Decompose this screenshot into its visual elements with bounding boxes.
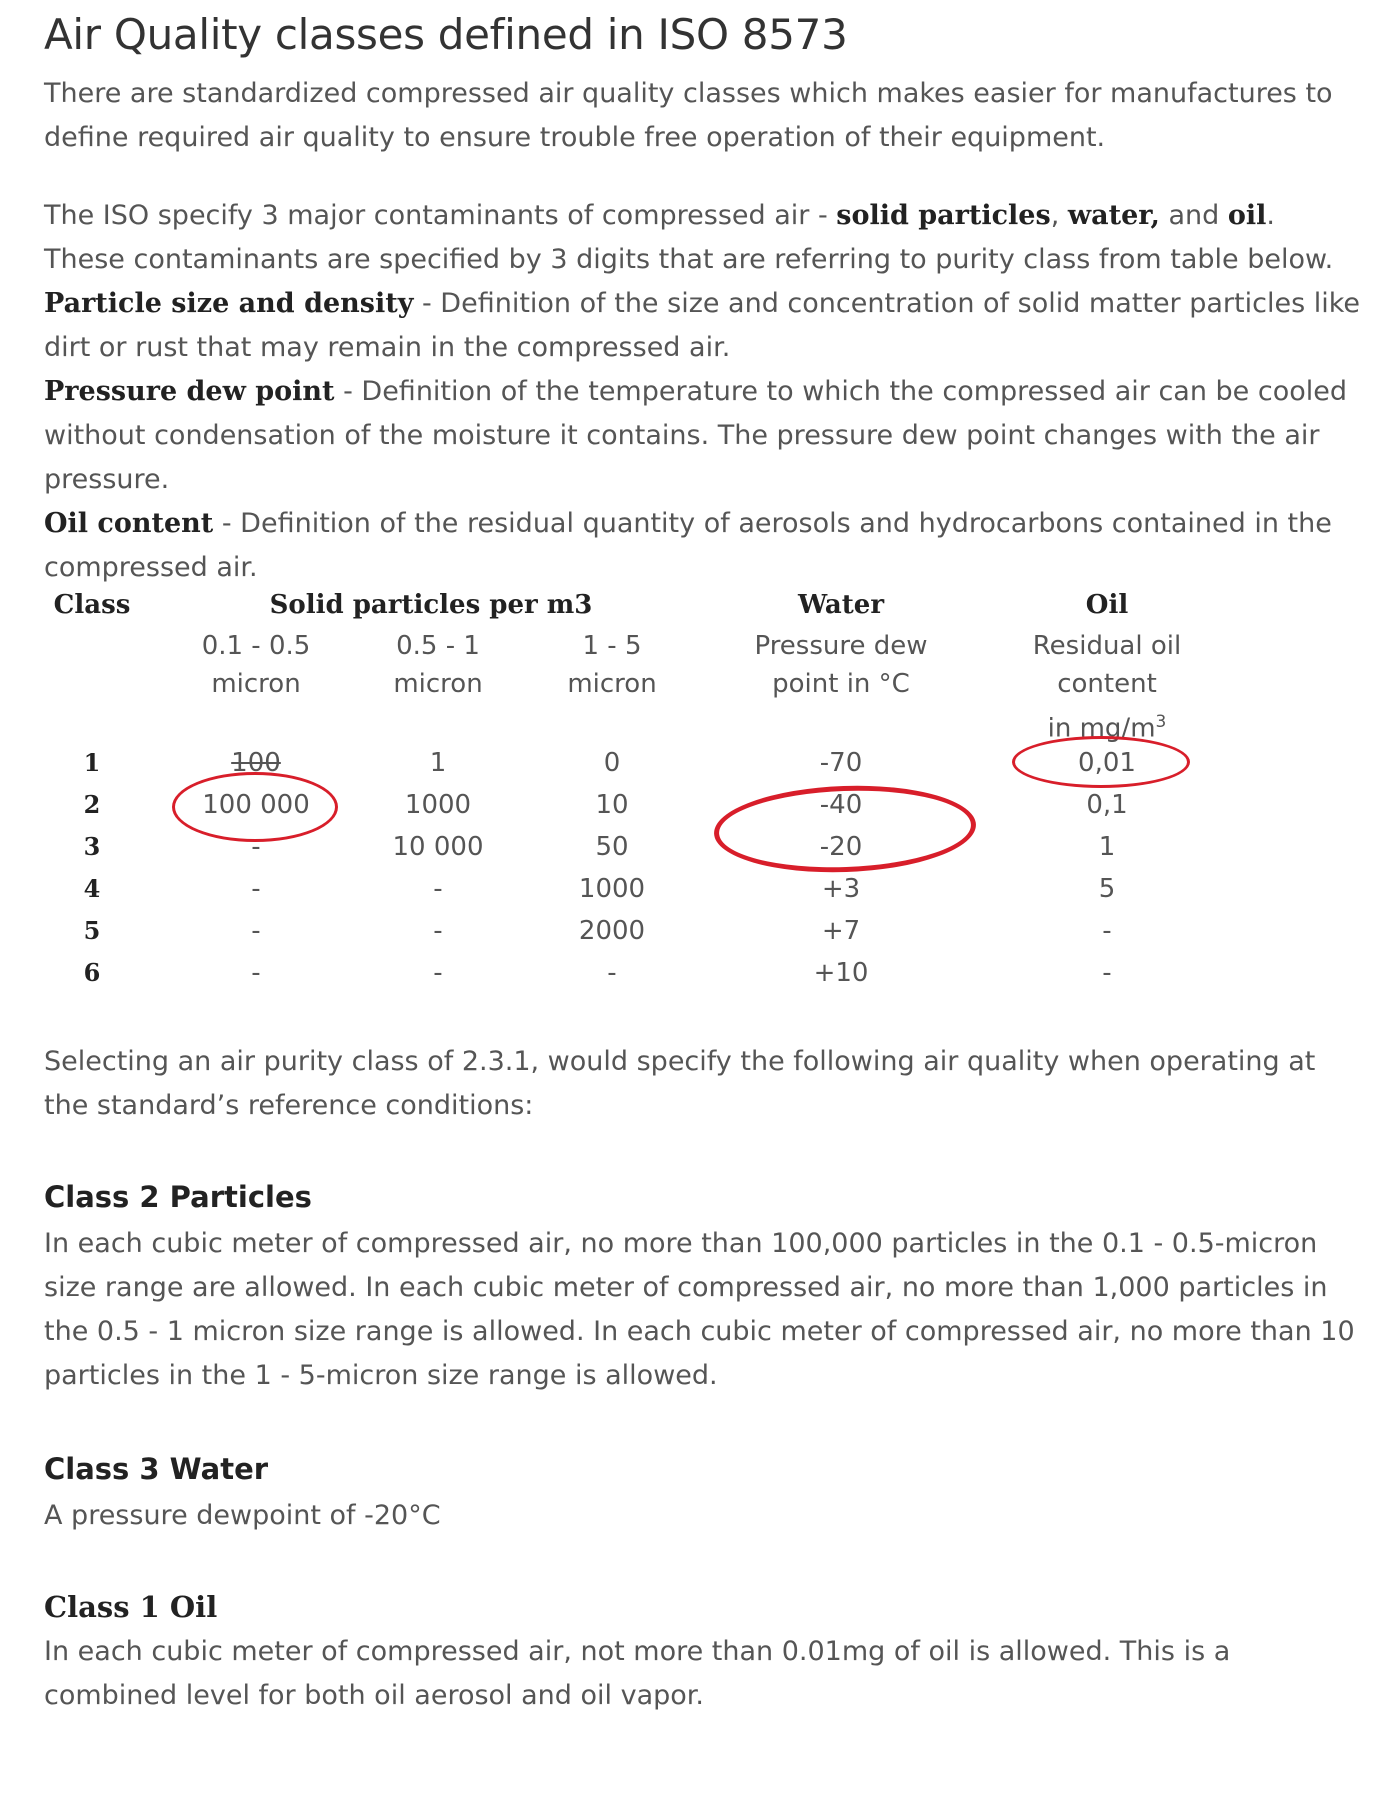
subheader-line: micron: [393, 669, 483, 699]
subheader-line: point in °C: [772, 669, 910, 699]
class3-heading: Class 3 Water: [44, 1452, 269, 1486]
unit-text: in mg/m: [1047, 713, 1156, 744]
cell-particles-1-5: -: [607, 958, 617, 988]
oil-term: oil: [1227, 200, 1267, 231]
cell-particles-0.1: -: [251, 874, 261, 904]
cell-dew-point: -70: [819, 748, 863, 778]
cell-particles-0.1: 100: [231, 748, 281, 778]
definition-text: - Definition of the size and concentration of solid matter particles like dirt or rust that may remain in the compressed air.: [44, 288, 1361, 363]
subheader-line: 1 - 5: [582, 631, 642, 661]
solid-particles-term: solid particles: [836, 200, 1051, 231]
definition-term: Pressure dew point: [44, 376, 335, 407]
subheader-0.1-0.5-micron: [202, 627, 311, 703]
cell-particles-1-5: 1000: [578, 874, 646, 904]
class-number: 2: [83, 790, 101, 819]
cell-particles-0.5: -: [433, 958, 443, 988]
class-number: 5: [83, 916, 101, 945]
cell-particles-0.5: 1000: [404, 790, 472, 820]
header-solid-particles: Solid particles per m3: [269, 590, 593, 620]
subheader-line: Pressure dew: [754, 631, 928, 661]
cell-dew-point: +7: [821, 916, 861, 946]
header-water: Water: [797, 590, 885, 620]
cell-particles-0.1: -: [251, 916, 261, 946]
highlight-ellipse-water: [713, 781, 978, 876]
class-number: 1: [83, 748, 101, 777]
cell-dew-point: -40: [819, 790, 863, 820]
cell-particles-0.1: -: [251, 958, 261, 988]
header-class: Class: [53, 590, 131, 620]
cell-oil: -: [1102, 958, 1112, 988]
cell-particles-1-5: 50: [595, 832, 629, 862]
cell-oil: 5: [1098, 874, 1116, 904]
subheader-residual-oil: [1033, 627, 1181, 748]
cell-particles-1-5: 10: [595, 790, 629, 820]
intro-paragraph: There are standardized compressed air quality classes which makes easier for manufactures to define required air quality to ensure trouble free operation of their equipment.: [44, 78, 1333, 153]
definition-term: Particle size and density: [44, 288, 414, 319]
cell-oil: 0,01: [1078, 748, 1136, 778]
definition-particle-size: [44, 282, 1364, 370]
page-title: Air Quality classes defined in ISO 8573: [44, 10, 848, 59]
cell-particles-0.1: -: [251, 832, 261, 862]
cell-particles-1-5: 0: [603, 748, 621, 778]
contaminants-text-2: . These contaminants are specified by 3 digits that are referring to purity class from table below.: [44, 200, 1334, 275]
class-number: 4: [83, 874, 101, 903]
definition-text: - Definition of the residual quantity of aerosols and hydrocarbons contained in the compressed air.: [44, 508, 1332, 583]
class-number: 6: [83, 958, 101, 987]
definition-text: - Definition of the temperature to which the compressed air can be cooled without condensation of the moisture it contains. The pressure dew point changes with the air pressure.: [44, 376, 1348, 495]
definition-pressure-dew-point: [44, 370, 1364, 502]
highlight-ellipse-particles: [172, 772, 338, 842]
and-text: and: [1159, 200, 1228, 231]
water-term: water,: [1067, 200, 1160, 231]
subheader-line: micron: [567, 669, 657, 699]
cell-dew-point: +10: [813, 958, 869, 988]
subheader-line: [1033, 703, 1181, 748]
cell-particles-0.5: 10 000: [392, 832, 484, 862]
unit-superscript: 3: [1155, 712, 1167, 732]
class-number: 3: [83, 832, 101, 861]
class1-heading: Class 1 Oil: [44, 1590, 218, 1624]
cell-particles-1-5: 2000: [578, 916, 646, 946]
class2-paragraph: In each cubic meter of compressed air, no more than 100,000 particles in the 0.1 - 0.5-micron size range are allowed. In each cubic meter of compressed air, no more than 1,000 particles in the 0.5 - 1 micron size range is allowed. In each cubic meter of compressed air, no more than 10 particles in the 1 - 5-micron size range is allowed.: [44, 1228, 1355, 1391]
subheader-pressure-dew-point: [754, 627, 927, 703]
cell-particles-0.5: 1: [429, 748, 447, 778]
contaminants-text-1: The ISO specify 3 major contaminants of compressed air -: [44, 200, 837, 231]
class3-paragraph: A pressure dewpoint of -20°C: [44, 1500, 441, 1531]
highlight-ellipse-oil: [1012, 736, 1190, 788]
subheader-1-5-micron: [567, 627, 656, 703]
cell-oil: -: [1102, 916, 1112, 946]
cell-oil: 1: [1098, 832, 1116, 862]
cell-dew-point: +3: [821, 874, 861, 904]
subheader-line: 0.5 - 1: [396, 631, 480, 661]
cell-dew-point: -20: [819, 832, 863, 862]
comma-text: ,: [1050, 200, 1068, 231]
subheader-0.5-1-micron: [393, 627, 482, 703]
definition-oil-content: [44, 502, 1364, 590]
header-oil: Oil: [1085, 590, 1129, 620]
cell-oil: 0,1: [1086, 790, 1128, 820]
subheader-line: 0.1 - 0.5: [201, 631, 311, 661]
cell-particles-0.5: -: [433, 916, 443, 946]
class2-heading: Class 2 Particles: [44, 1180, 312, 1214]
definition-term: Oil content: [44, 508, 214, 539]
subheader-line: Residual oil: [1032, 631, 1182, 661]
cell-particles-0.5: -: [433, 874, 443, 904]
class1-paragraph: In each cubic meter of compressed air, not more than 0.01mg of oil is allowed. This is a combined level for both oil aerosol and oil vapor.: [44, 1636, 1231, 1711]
selecting-paragraph: Selecting an air purity class of 2.3.1, would specify the following air quality when operating at the standard’s reference conditions:: [44, 1046, 1316, 1121]
cell-particles-0.1: 100 000: [202, 790, 310, 820]
contaminants-paragraph: [44, 194, 1364, 282]
subheader-line: micron: [211, 669, 301, 699]
subheader-line: content: [1057, 669, 1157, 699]
